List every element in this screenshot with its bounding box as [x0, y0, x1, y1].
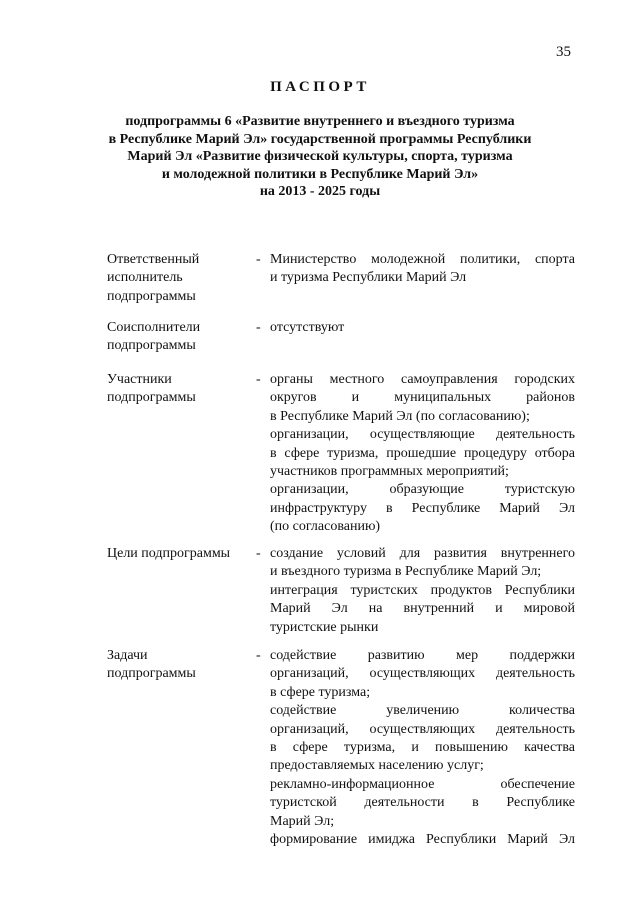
label-line: подпрограммы [107, 288, 196, 304]
value-line: и въездного туризма в Республике Марий Эл; [270, 564, 542, 580]
subtitle-line: в Республике Марий Эл» государственной программы Республики [108, 131, 532, 147]
value-line: органы местного самоуправления городских [270, 372, 575, 387]
row-value [270, 371, 575, 537]
label-line: Соисполнители [107, 320, 201, 335]
value-line: в Республике Марий Эл (по согласованию); [270, 408, 530, 424]
document-subtitle [0, 113, 640, 201]
label-line: подпрограммы [107, 666, 196, 682]
page-number: 35 [556, 44, 571, 60]
row-dash: - [256, 320, 261, 335]
value-line: предоставляемых населению услуг; [270, 758, 484, 774]
row-value [270, 545, 575, 637]
value-line: инфраструктуру в Республике Марий Эл [270, 500, 575, 516]
row-dash: - [256, 648, 261, 663]
value-line: организаций, осуществляющих деятельность [270, 721, 575, 737]
value-line: содействие увеличению количества [270, 703, 575, 719]
row-dash: - [256, 252, 261, 267]
value-line: организаций, осуществляющих деятельность [270, 666, 575, 682]
row-label [107, 371, 257, 408]
label-line: подпрограммы [107, 338, 196, 354]
row-label [107, 251, 257, 306]
value-line: рекламно-информационное обеспечение [270, 776, 575, 792]
value-line: округов и муниципальных районов [270, 390, 575, 406]
label-line: исполнитель [107, 270, 183, 286]
row-value [270, 647, 575, 849]
label-line: подпрограммы [107, 390, 196, 406]
value-line: в сфере туризма, прошедшие процедуру отбора [270, 445, 575, 461]
row-label [107, 545, 257, 563]
value-line: Марий Эл на внутренний и мировой [270, 601, 575, 617]
value-line: создание условий для развития внутреннего [270, 546, 575, 561]
label-line: Цели подпрограммы [107, 546, 231, 561]
row-dash: - [256, 546, 261, 561]
subtitle-line: Марий Эл «Развитие физической культуры, спорта, туризма [127, 149, 513, 164]
value-line: содействие развитию мер поддержки [270, 648, 575, 663]
value-line: туристской деятельности в Республике [270, 795, 575, 811]
label-line: Ответственный [107, 252, 200, 267]
subtitle-line: подпрограммы 6 «Развитие внутреннего и въездного туризма [125, 114, 515, 129]
value-line: Марий Эл; [270, 813, 335, 829]
value-line: и туризма Республики Марий Эл [270, 270, 467, 286]
row-value [270, 319, 575, 337]
row-value [270, 251, 575, 288]
value-line: организации, осуществляющие деятельность [270, 427, 575, 443]
value-line: формирование имиджа Республики Марий Эл [270, 832, 575, 848]
value-line: туристские рынки [270, 619, 379, 635]
value-line: в сфере туризма; [270, 684, 371, 700]
label-line: Участники [107, 372, 172, 387]
document-title: ПАСПОРТ [270, 79, 370, 95]
value-line: отсутствуют [270, 320, 345, 335]
value-line: участников программных мероприятий; [270, 464, 509, 480]
row-label [107, 319, 257, 356]
value-line: (по согласованию) [270, 519, 381, 535]
value-line: интеграция туристских продуктов Республики [270, 582, 575, 598]
value-line: организации, образующие туристскую [270, 482, 575, 498]
subtitle-line: на 2013 - 2025 годы [259, 184, 381, 199]
row-label [107, 647, 257, 684]
row-dash: - [256, 372, 261, 387]
value-line: в сфере туризма, и повышению качества [270, 740, 575, 756]
subtitle-line: и молодежной политики в Республике Марий Эл» [161, 166, 479, 182]
value-line: Министерство молодежной политики, спорта [270, 252, 575, 267]
label-line: Задачи [107, 648, 148, 663]
